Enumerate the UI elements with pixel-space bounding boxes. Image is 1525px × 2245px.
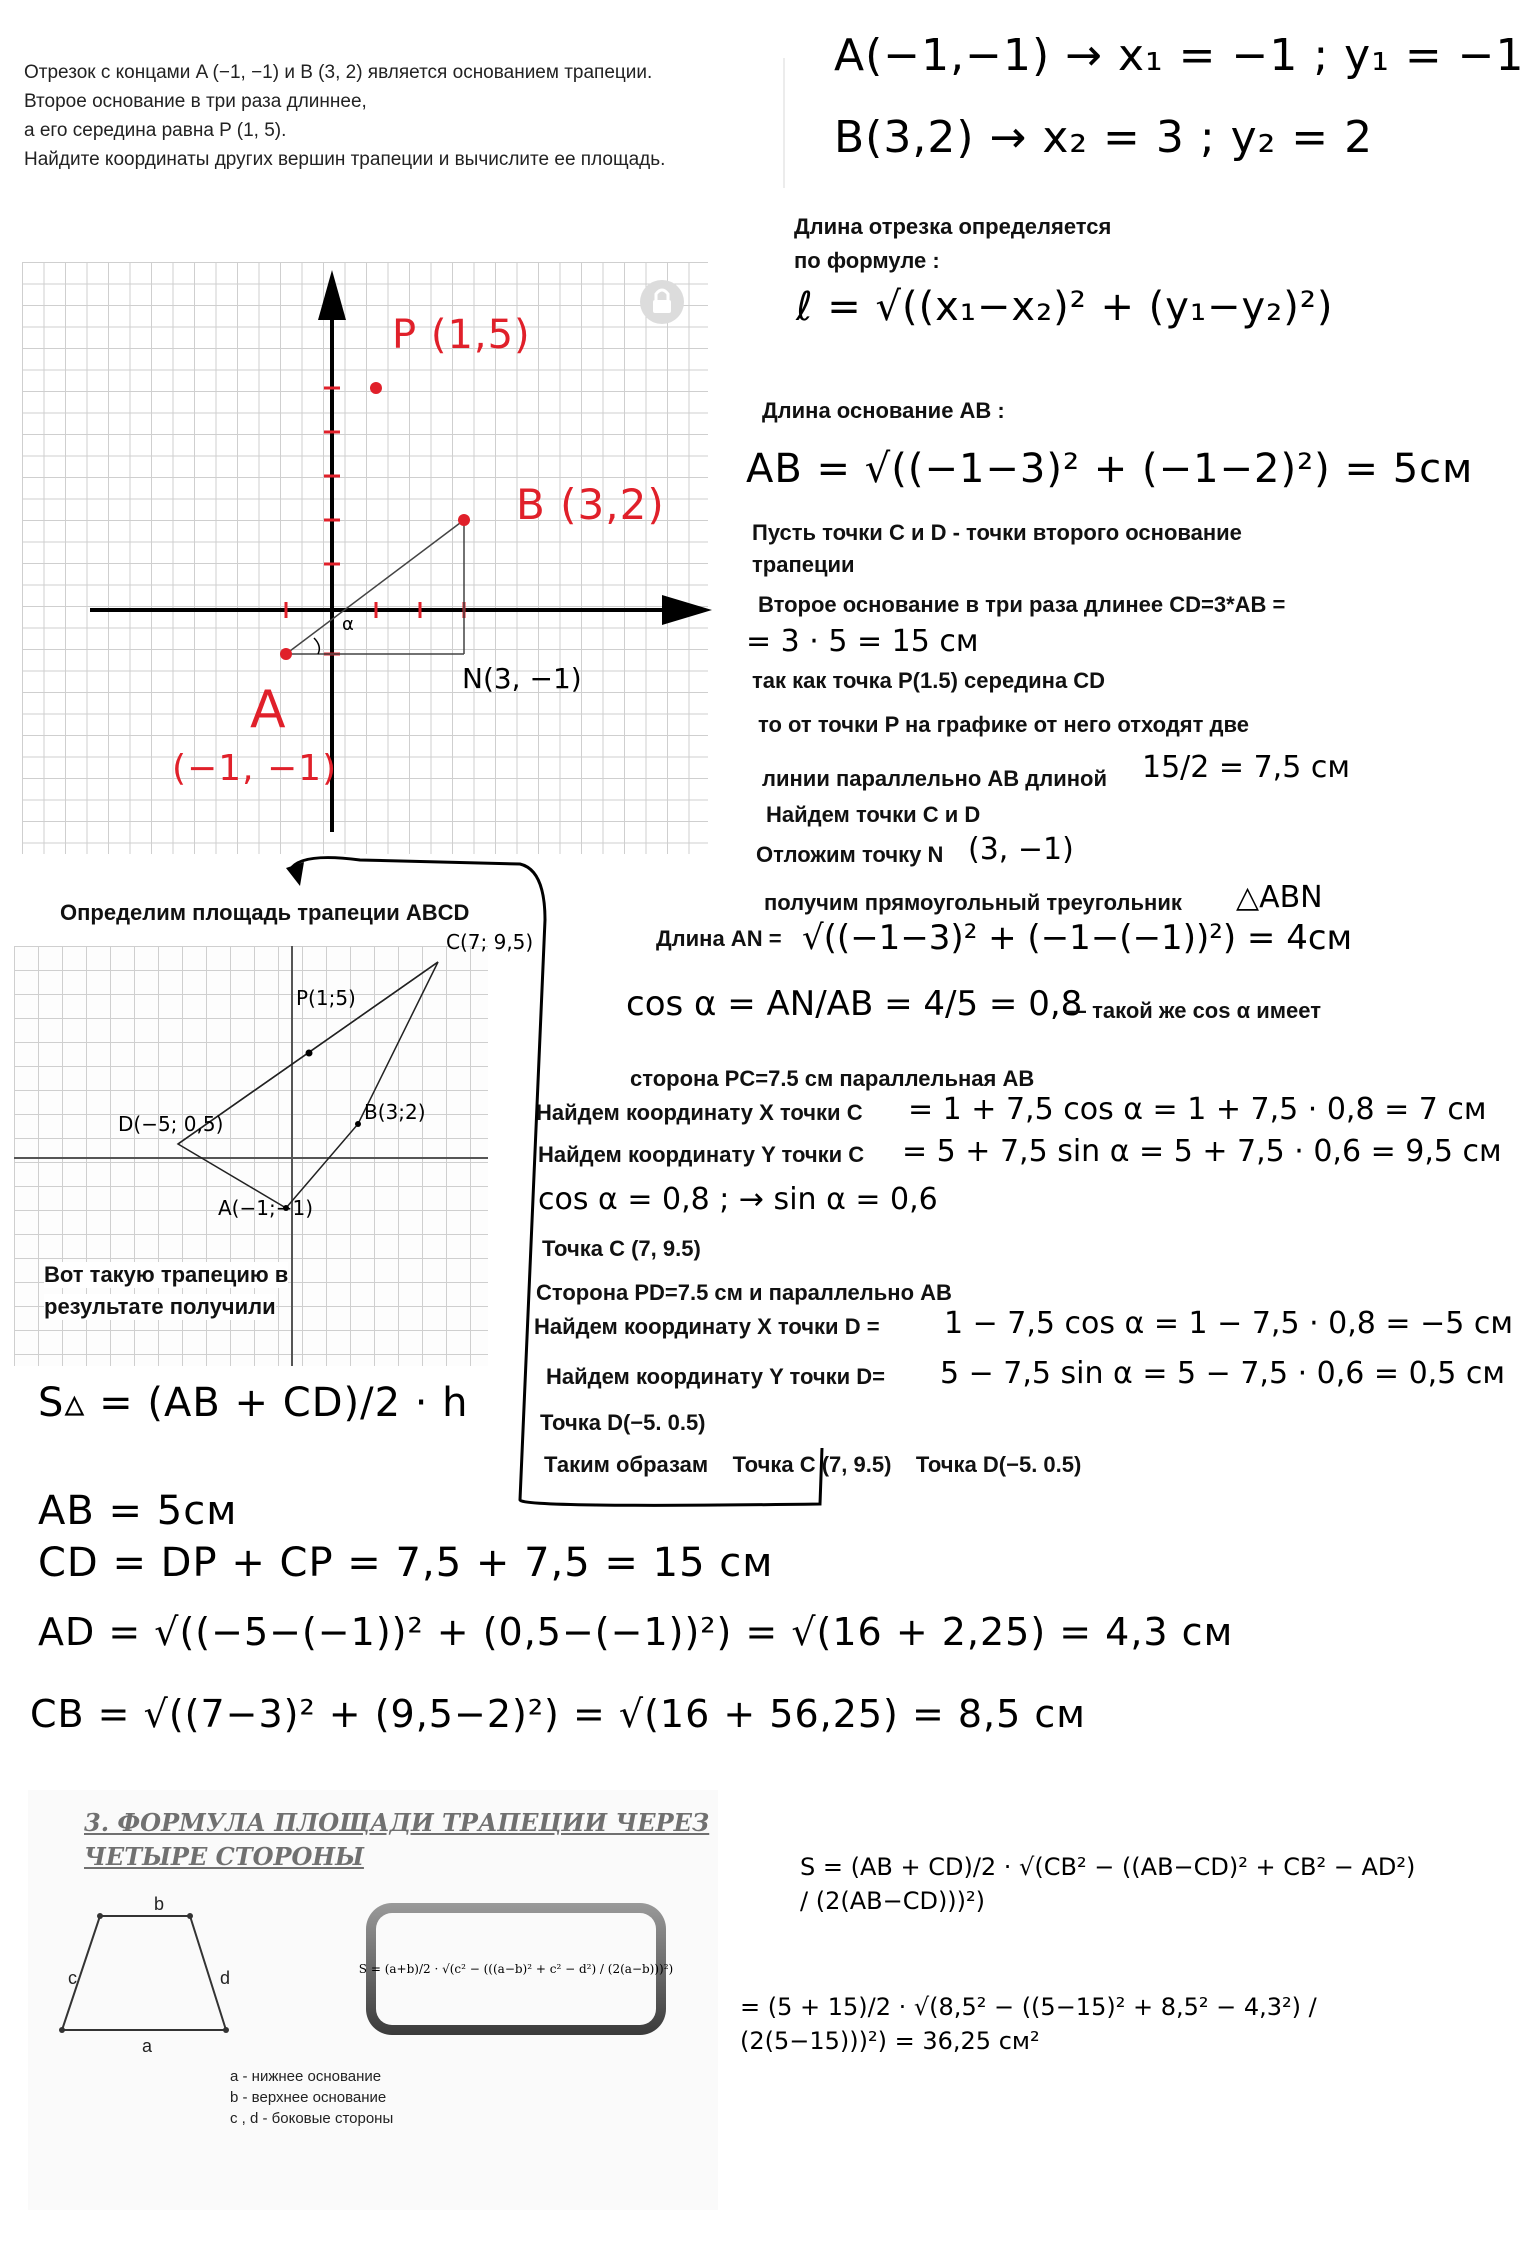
graph-2-caption-1: Вот такую трапецию в [44,1262,289,1287]
g2-label-b: B(3;2) [364,1100,426,1124]
label-n: N(3, −1) [462,662,582,695]
length-formula: ℓ = √((x₁−x₂)² + (y₁−y₂)²) [796,284,1334,330]
second-base-calc: = 3 · 5 = 15 см [746,624,979,659]
g2-label-c: C(7; 9,5) [446,930,534,954]
legend-b: b - верхнее основание [230,2089,387,2106]
an-formula: √((−1−3)² + (−1−(−1))²) = 4см [802,918,1353,958]
ad-value: AD = √((−5−(−1))² + (0,5−(−1))²) = √(16 + 2,25) = 4,3 см [38,1610,1234,1654]
dx-label: Найдем координату X точки D = [534,1314,880,1339]
find-cd: Найдем точки C и D [766,802,981,827]
legend-a: a - нижнее основание [230,2068,382,2085]
dy-calc: 5 − 7,5 sin α = 5 − 7,5 · 0,6 = 0,5 см [940,1356,1505,1391]
right-triangle-hw: △ABN [1236,880,1323,915]
put-n: Отложим точку N [756,842,944,867]
graph-2-title: Определим площадь трапеции ABCD [60,900,470,925]
problem-line-3: а его середина равна P (1, 5). [24,120,287,141]
label-a: A [250,680,287,740]
g2-label-p: P(1;5) [296,986,356,1010]
cos-sin: cos α = 0,8 ; → sin α = 0,6 [538,1182,938,1217]
pc-side: сторона PC=7.5 см параллельная AB [630,1066,1035,1091]
dx-calc: 1 − 7,5 cos α = 1 − 7,5 · 0,8 = −5 см [944,1306,1513,1341]
reference-formula: S = (a+b)/2 · √(c² − (((a−b)² + c² − d²) / (2(a−b)))²) [358,1962,674,1976]
trapezoid-diagram [48,1900,268,2070]
length-title-2: по формуле : [794,248,940,273]
point-c: Точка C (7, 9.5) [542,1236,701,1261]
reference-trapezoid [62,1916,226,2030]
parallel: линии параллельно AB длиной [762,766,1107,791]
dy-label: Найдем координату Y точки D= [546,1364,886,1389]
cy-calc: = 5 + 7,5 sin α = 5 + 7,5 · 0,6 = 9,5 см [902,1134,1502,1169]
bracket-arrow-icon [286,862,304,886]
side-c-label: c [68,1968,77,1988]
ab-value: AB = 5см [38,1488,238,1534]
area-formula: S▵ = (AB + CD)/2 · h [38,1380,469,1426]
conclusion: Таким образам Точка C (7, 9.5) Точка D(−5. 0.5) [544,1452,1082,1477]
cos-text: — такой же cos α имеет [1064,998,1321,1023]
problem-line-1: Отрезок с концами A (−1, −1) и B (3, 2) является основанием трапеции. [24,62,653,83]
graph-2-caption-2: результате получили [44,1294,276,1319]
g2-label-d: D(−5; 0,5) [118,1112,224,1136]
cy-label: Найдем координату Y точки C [538,1142,865,1167]
label-alpha: α [342,614,354,635]
length-title: Длина отрезка определяется [794,214,1112,239]
cos-formula: cos α = AN/AB = 4/5 = 0,8 [626,984,1083,1024]
point-p-dot-2 [306,1050,313,1057]
reference-heading-1: 3. ФОРМУЛА ПЛОЩАДИ ТРАПЕЦИИ ЧЕРЕЗ [84,1808,710,1837]
pd-side: Сторона PD=7.5 см и параллельно AB [536,1280,952,1305]
reference-heading-2: ЧЕТЫРЕ СТОРОНЫ [84,1842,364,1871]
problem-line-4: Найдите координаты других вершин трапеции и вычислите ее площадь. [24,149,666,170]
point-d: Точка D(−5. 0.5) [540,1410,706,1435]
legend-cd: c , d - боковые стороны [230,2110,394,2127]
formula-card [358,1903,674,2035]
cb-value: CB = √((7−3)² + (9,5−2)²) = √(16 + 56,25) = 8,5 см [30,1692,1086,1736]
hw-point-b: B(3,2) → x₂ = 3 ; y₂ = 2 [834,112,1374,163]
g2-label-a: A(−1;−1) [218,1196,313,1220]
point-b-dot-2 [355,1121,361,1127]
from-p: то от точки P на графике от него отходят две [758,712,1249,737]
problem-line-2: Второе основание в три раза длиннее, [24,91,367,112]
side-a-label: a [142,2036,153,2056]
second-base: Второе основание в три раза длинее CD=3*AB = [758,592,1286,617]
let-cd: Пусть точки C и D - точки второго основание [752,520,1242,545]
cd-value: CD = DP + CP = 7,5 + 7,5 = 15 см [38,1540,774,1586]
final-formula: S = (AB + CD)/2 · √(CB² − ((AB−CD)² + CB² − AD²) / (2(AB−CD)))²) [800,1853,1416,1915]
side-b-label: b [154,1894,165,1914]
label-p: P (1,5) [392,312,531,358]
an-label: Длина AN = [656,926,782,951]
ab-formula: AB = √((−1−3)² + (−1−2)²) = 5см [746,446,1474,492]
midpoint: так как точка P(1.5) середина CD [752,668,1106,693]
put-n-hw: (3, −1) [968,832,1074,867]
cx-calc: = 1 + 7,5 cos α = 1 + 7,5 · 0,8 = 7 см [908,1092,1487,1127]
side-d-label: d [220,1968,231,1988]
cx-label: Найдем координату X точки C [536,1100,863,1125]
hw-point-a: A(−1,−1) → x₁ = −1 ; y₁ = −1 [834,30,1525,81]
ab-title: Длина основание AB : [762,398,1005,423]
label-a-coords: (−1, −1) [172,748,338,789]
label-b: B (3,2) [516,480,665,529]
coordinate-graph-2 [14,930,534,1366]
let-cd-2: трапеции [752,552,855,577]
final-numeric: = (5 + 15)/2 · √(8,5² − ((5−15)² + 8,5² − 4,3²) / (2(5−15)))²) = 36,25 см² [740,1993,1317,2055]
parallel-calc: 15/2 = 7,5 см [1142,750,1350,785]
formula-card-inner [358,1913,674,2025]
right-triangle: получим прямоугольный треугольник [764,890,1182,915]
